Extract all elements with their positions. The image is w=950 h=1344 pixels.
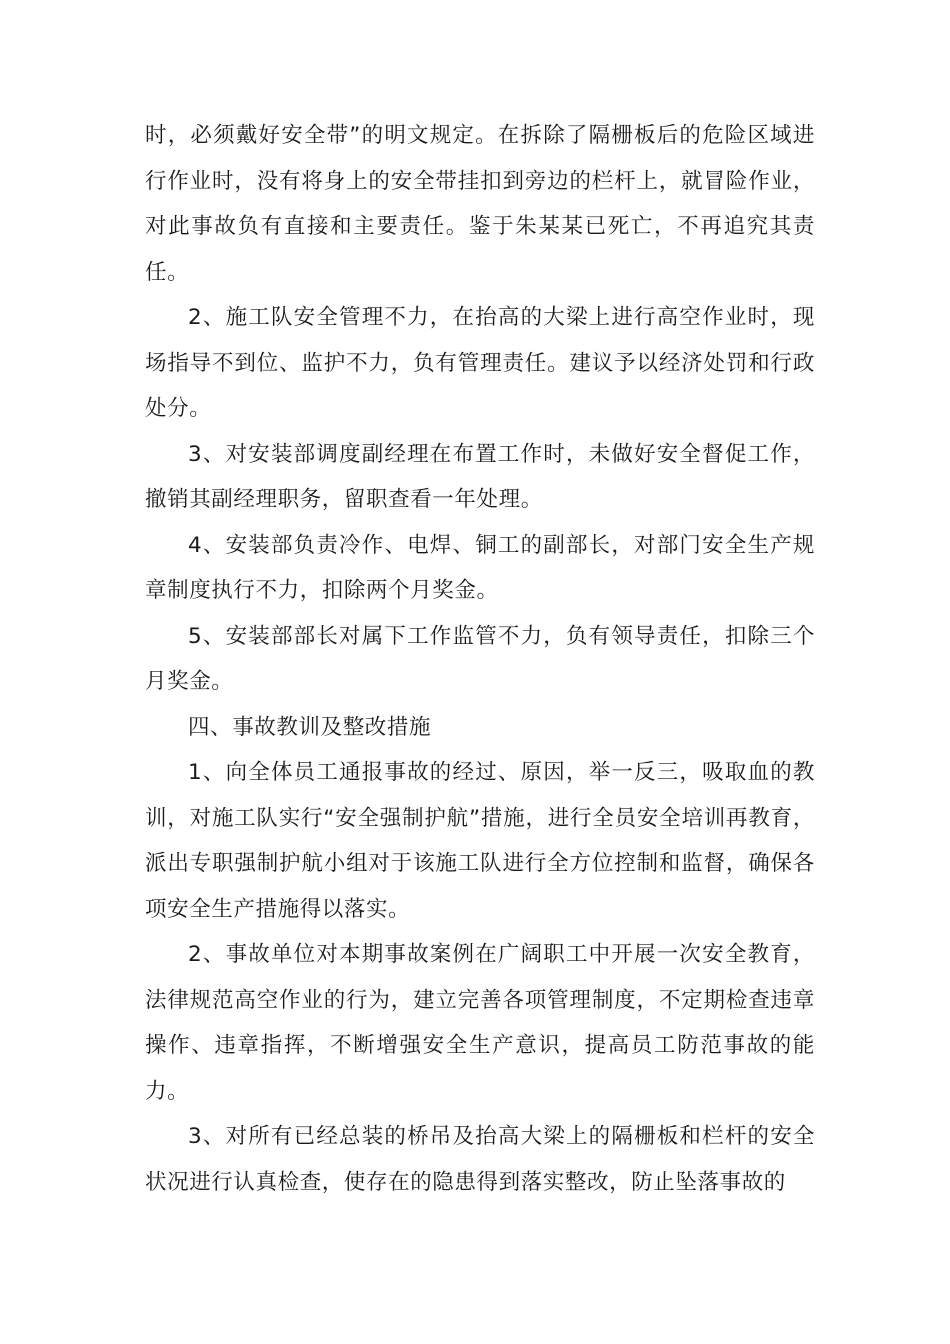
paragraph-item-3: 3、对安装部调度副经理在布置工作时，未做好安全督促工作，撤销其副经理职务，留职查看一年处理。 (145, 441, 815, 512)
paragraph-item-5: 5、安装部部长对属下工作监管不力，负有领导责任，扣除三个月奖金。 (145, 623, 815, 694)
paragraph-measure-2: 2、事故单位对本期事故案例在广阔职工中开展一次安全教育，法律规范高空作业的行为，建立完善各项管理制度，不定期检查违章操作、违章指挥，不断增强安全生产意识，提高员工防范事故的能力。 (145, 942, 815, 1104)
paragraph-measure-3: 3、对所有已经总装的桥吊及抬高大梁上的隔栅板和栏杆的安全状况进行认真检查，使存在的隐患得到落实整改，防止坠落事故的 (145, 1124, 815, 1195)
document-body (145, 113, 815, 1205)
paragraph-continuation: 时，必须戴好安全带”的明文规定。在拆除了隔栅板后的危险区域进行作业时，没有将身上的安全带挂扣到旁边的栏杆上，就冒险作业，对此事故负有直接和主要责任。鉴于朱某某已死亡，不再追究其责任。 (145, 123, 815, 285)
paragraph-measure-1: 1、向全体员工通报事故的经过、原因，举一反三，吸取血的教训，对施工队实行“安全强制护航”措施，进行全员安全培训再教育，派出专职强制护航小组对于该施工队进行全方位控制和监督，确保各项安全生产措施得以落实。 (145, 760, 815, 922)
section-heading: 四、事故教训及整改措施 (188, 714, 432, 740)
paragraph-item-2: 2、施工队安全管理不力，在抬高的大梁上进行高空作业时，现场指导不到位、监护不力，负有管理责任。建议予以经济处罚和行政处分。 (145, 305, 815, 421)
paragraph-item-4: 4、安装部负责冷作、电焊、铜工的副部长，对部门安全生产规章制度执行不力，扣除两个月奖金。 (145, 532, 815, 603)
